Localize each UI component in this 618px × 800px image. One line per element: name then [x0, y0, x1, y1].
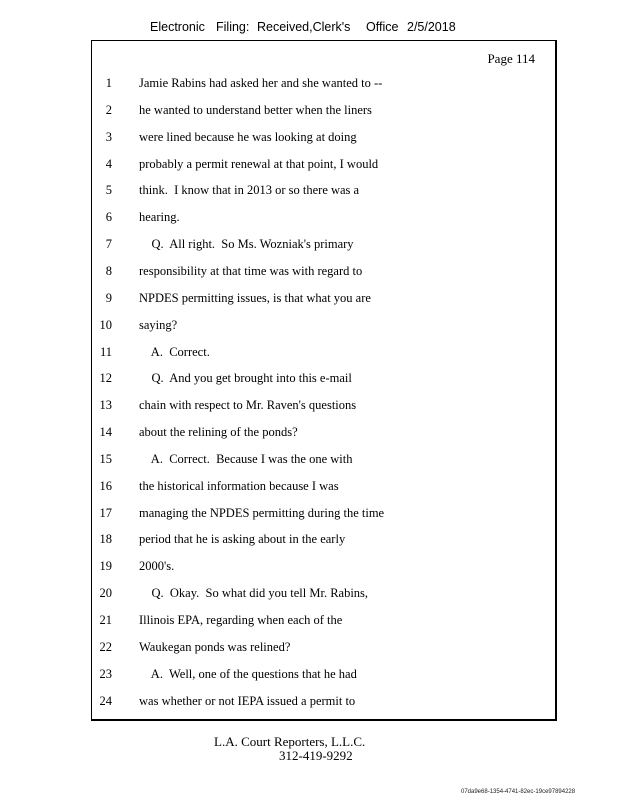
- document-id: 07da9e68-1354-4741-82ec-19ce97894228: [461, 789, 576, 795]
- line-text: Q. All right. So Ms. Wozniak's primary: [139, 237, 354, 252]
- transcript-line: [92, 210, 555, 230]
- transcript-line: [92, 425, 555, 445]
- transcript-line: [92, 103, 555, 123]
- header-word-filing: Filing:: [216, 20, 250, 34]
- page-number: Page 114: [487, 51, 535, 66]
- transcript-line: [92, 398, 555, 418]
- line-number: 16: [99, 478, 112, 493]
- line-number: 19: [99, 559, 112, 574]
- line-number: 5: [105, 183, 112, 198]
- line-text: A. Well, one of the questions that he had: [139, 666, 357, 681]
- transcript-line: [92, 130, 555, 150]
- line-number: 4: [105, 156, 112, 171]
- line-text: chain with respect to Mr. Raven's questions: [139, 398, 357, 413]
- line-text: NPDES permitting issues, is that what you are: [139, 290, 371, 305]
- line-number: 9: [105, 290, 112, 305]
- line-number: 24: [99, 693, 112, 708]
- reporter-company: L.A. Court Reporters, L.L.C.: [214, 734, 366, 749]
- header-filing-date: 2/5/2018: [407, 20, 456, 34]
- line-number: 6: [105, 210, 112, 225]
- line-text: probably a permit renewal at that point, I would: [139, 156, 379, 171]
- transcript-line: [92, 157, 555, 177]
- line-text: about the relining of the ponds?: [139, 425, 298, 440]
- transcript-line: [92, 371, 555, 391]
- transcript-line: [92, 183, 555, 203]
- line-text: Illinois EPA, regarding when each of the: [139, 613, 343, 627]
- transcript-line: [92, 532, 555, 552]
- line-text: A. Correct.: [139, 344, 210, 359]
- line-text: hearing.: [139, 210, 180, 225]
- transcript-line: [92, 586, 555, 606]
- line-text: think. I know that in 2013 or so there was a: [139, 183, 360, 198]
- line-number: 13: [99, 398, 112, 413]
- line-number: 10: [99, 317, 112, 332]
- line-text: period that he is asking about in the early: [139, 532, 346, 547]
- transcript-line: [92, 237, 555, 257]
- line-number: 12: [99, 371, 112, 386]
- line-text: Q. And you get brought into this e-mail: [139, 371, 352, 386]
- transcript-line: [92, 667, 555, 687]
- transcript-page: [91, 40, 557, 721]
- line-text: Waukegan ponds was relined?: [139, 639, 291, 654]
- line-number: 7: [105, 237, 112, 252]
- transcript-line: [92, 452, 555, 472]
- line-text: he wanted to understand better when the liners: [139, 102, 372, 117]
- line-text: responsibility at that time was with regard to: [139, 263, 363, 278]
- line-number: 1: [105, 76, 112, 90]
- line-number: 2: [105, 102, 112, 117]
- transcript-line: [92, 559, 555, 579]
- transcript-line: [92, 318, 555, 338]
- transcript-line: [92, 345, 555, 365]
- header-word-received-clerks: Received,Clerk's: [257, 20, 351, 34]
- line-number: 14: [99, 425, 112, 440]
- line-text: Q. Okay. So what did you tell Mr. Rabins,: [139, 586, 369, 601]
- line-text: A. Correct. Because I was the one with: [139, 451, 353, 466]
- header-word-office: Office: [366, 20, 399, 34]
- transcript-line: [92, 479, 555, 499]
- line-number: 20: [99, 586, 112, 601]
- line-text: Jamie Rabins had asked her and she wanted to --: [139, 76, 383, 90]
- line-number: 23: [99, 666, 112, 681]
- line-number: 8: [105, 263, 112, 278]
- line-number: 22: [99, 639, 112, 654]
- transcript-line: [92, 291, 555, 311]
- line-text: was whether or not IEPA issued a permit to: [139, 693, 356, 708]
- line-number: 15: [99, 451, 112, 466]
- line-number: 3: [105, 129, 112, 144]
- transcript-line: [92, 506, 555, 526]
- line-number: 11: [99, 344, 112, 359]
- line-number: 18: [99, 532, 112, 547]
- line-text: the historical information because I was: [139, 478, 339, 493]
- reporter-phone: 312-419-9292: [279, 748, 353, 763]
- line-number: 17: [99, 505, 112, 520]
- transcript-line: [92, 613, 555, 633]
- transcript-line: [92, 264, 555, 284]
- transcript-line: [92, 76, 555, 96]
- transcript-line: [92, 640, 555, 660]
- line-number: 21: [99, 613, 112, 627]
- transcript-line: [92, 694, 555, 714]
- line-text: managing the NPDES permitting during the time: [139, 505, 385, 520]
- header-word-electronic: Electronic: [150, 20, 205, 34]
- line-text: saying?: [139, 317, 178, 332]
- line-text: were lined because he was looking at doing: [139, 129, 357, 144]
- filing-stamp-header: [0, 20, 618, 38]
- line-text: 2000's.: [139, 559, 175, 574]
